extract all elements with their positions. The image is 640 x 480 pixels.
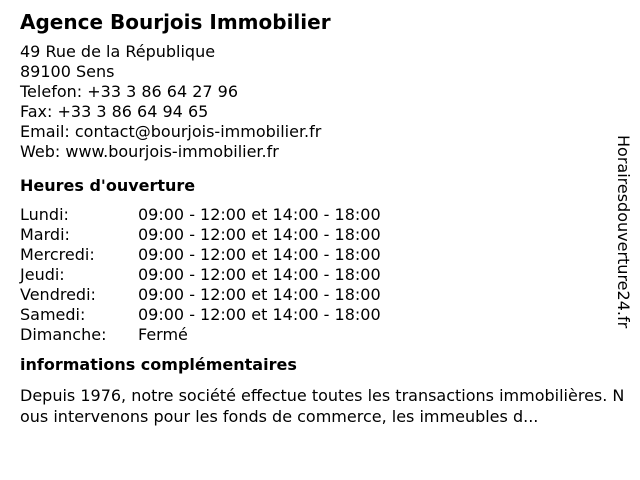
time-value: 09:00 - 12:00 et 14:00 - 18:00	[138, 265, 381, 284]
time-value: 09:00 - 12:00 et 14:00 - 18:00	[138, 205, 381, 224]
time-value: 09:00 - 12:00 et 14:00 - 18:00	[138, 245, 381, 264]
address-city: 89100 Sens	[20, 62, 115, 81]
phone-number: Telefon: +33 3 86 64 27 96	[20, 82, 239, 101]
opening-hours-heading: Heures d'ouverture	[20, 176, 196, 195]
fax-number: Fax: +33 3 86 64 94 65	[20, 102, 209, 121]
day-label: Mercredi:	[20, 245, 95, 264]
hours-row-saturday	[20, 305, 620, 325]
time-value: Fermé	[138, 325, 188, 344]
time-value: 09:00 - 12:00 et 14:00 - 18:00	[138, 305, 381, 324]
site-watermark: Horairesdouverture24.fr	[614, 135, 633, 329]
day-label: Vendredi:	[20, 285, 96, 304]
additional-info-heading: informations complémentaires	[20, 355, 297, 374]
time-value: 09:00 - 12:00 et 14:00 - 18:00	[138, 225, 381, 244]
hours-row-sunday	[20, 325, 620, 345]
day-label: Jeudi:	[20, 265, 65, 284]
opening-hours-table	[20, 205, 620, 345]
day-label: Samedi:	[20, 305, 86, 324]
day-label: Dimanche:	[20, 325, 107, 344]
website: Web: www.bourjois-immobilier.fr	[20, 142, 279, 161]
email-address: Email: contact@bourjois-immobilier.fr	[20, 122, 322, 141]
day-label: Lundi:	[20, 205, 69, 224]
additional-info-text: Depuis 1976, notre société effectue toutes les transactions immobilières. Nous intervenons pour les fonds de commerce, les immeubles d...	[20, 386, 625, 426]
agency-name: Agence Bourjois Immobilier	[20, 10, 331, 34]
day-label: Mardi:	[20, 225, 70, 244]
time-value: 09:00 - 12:00 et 14:00 - 18:00	[138, 285, 381, 304]
hours-row-monday	[20, 205, 620, 225]
hours-row-thursday	[20, 265, 620, 285]
address-street: 49 Rue de la République	[20, 42, 216, 61]
hours-row-wednesday	[20, 245, 620, 265]
hours-row-friday	[20, 285, 620, 305]
hours-row-tuesday	[20, 225, 620, 245]
